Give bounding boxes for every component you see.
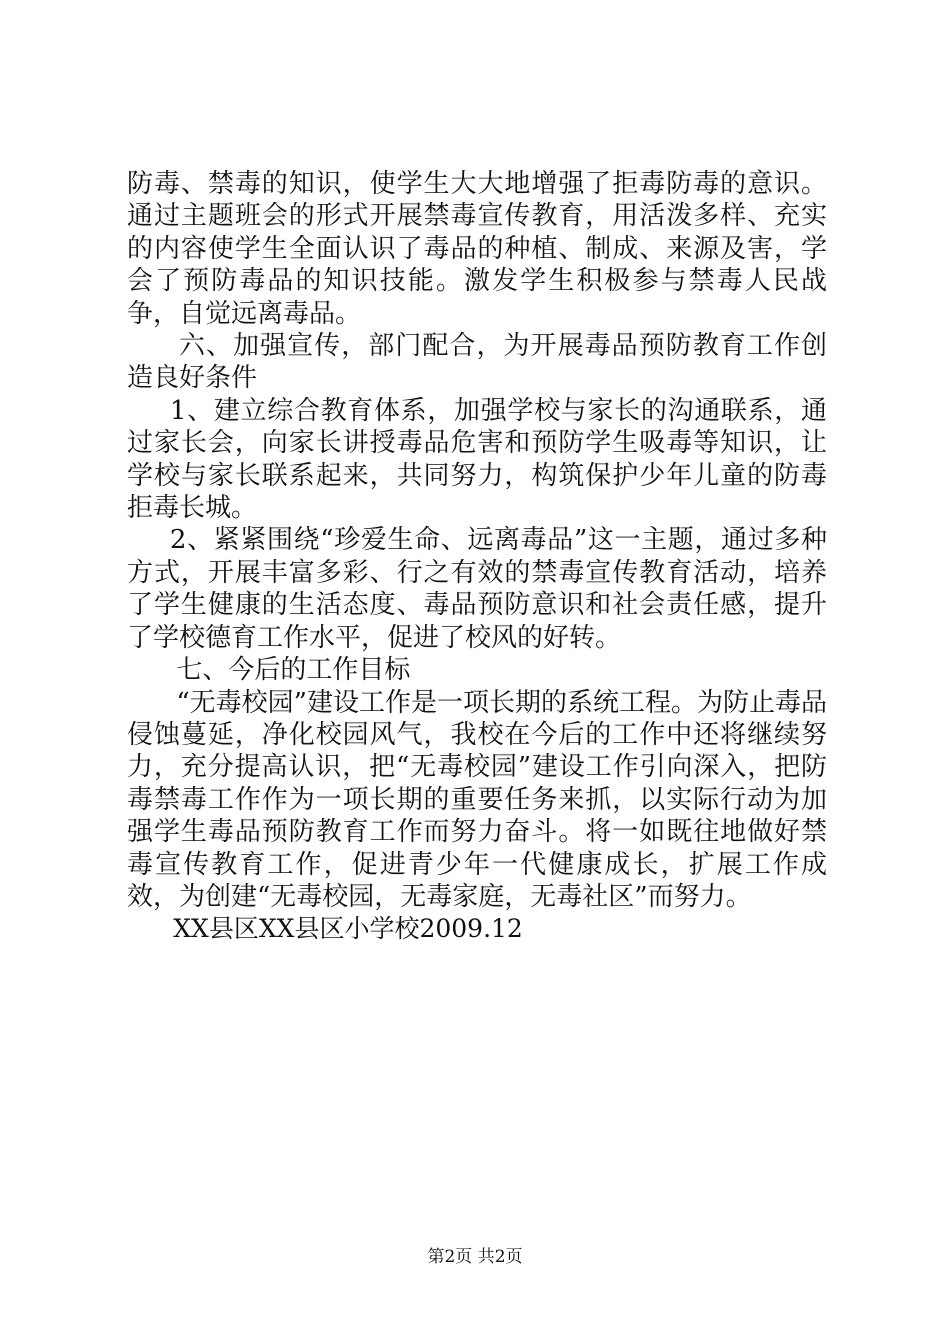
page-footer bbox=[0, 1246, 950, 1268]
section-heading-six: 六、加强宣传，部门配合，为开展毒品预防教育工作创造良好条件 bbox=[127, 331, 827, 394]
signature-line: XX县区XX县区小学校2009.12 bbox=[173, 914, 523, 944]
body-paragraph: 2、紧紧围绕“珍爱生命、远离毒品”这一主题，通过多种方式，开展丰富多彩、行之有效的禁毒宣传教育活动，培养了学生健康的生活态度、毒品预防意识和社会责任感，提升了学校德育工作水平，促进了校风的好转。 bbox=[127, 525, 827, 653]
section-heading-seven: 七、今后的工作目标 bbox=[176, 655, 411, 686]
body-paragraph: 1、建立综合教育体系，加强学校与家长的沟通联系，通过家长会，向家长讲授毒品危害和预防学生吸毒等知识，让学校与家长联系起来，共同努力，构筑保护少年儿童的防毒拒毒长城。 bbox=[127, 395, 827, 524]
body-paragraph: “无毒校园”建设工作是一项长期的系统工程。为防止毒品侵蚀蔓延，净化校园风气，我校在今后的工作中还将继续努力，充分提高认识，把“无毒校园”建设工作引向深入，把防毒禁毒工作作为一项长期的重要任务来抓，以实际行动为加强学生毒品预防教育工作而努力奋斗。将一如既往地做好禁毒宣传教育工作，促进青少年一代健康成长，扩展工作成效，为创建“无毒校园，无毒家庭，无毒社区”而努力。 bbox=[127, 687, 827, 912]
page-number-label: 第2页 共2页 bbox=[427, 1247, 523, 1267]
body-paragraph: 防毒、禁毒的知识，使学生大大地增强了拒毒防毒的意识。通过主题班会的形式开展禁毒宣传教育，用活泼多样、充实的内容使学生全面认识了毒品的种植、制成、来源及害，学会了预防毒品的知识技能。激发学生积极参与禁毒人民战争，自觉远离毒品。 bbox=[127, 169, 827, 329]
document-body bbox=[127, 168, 827, 946]
